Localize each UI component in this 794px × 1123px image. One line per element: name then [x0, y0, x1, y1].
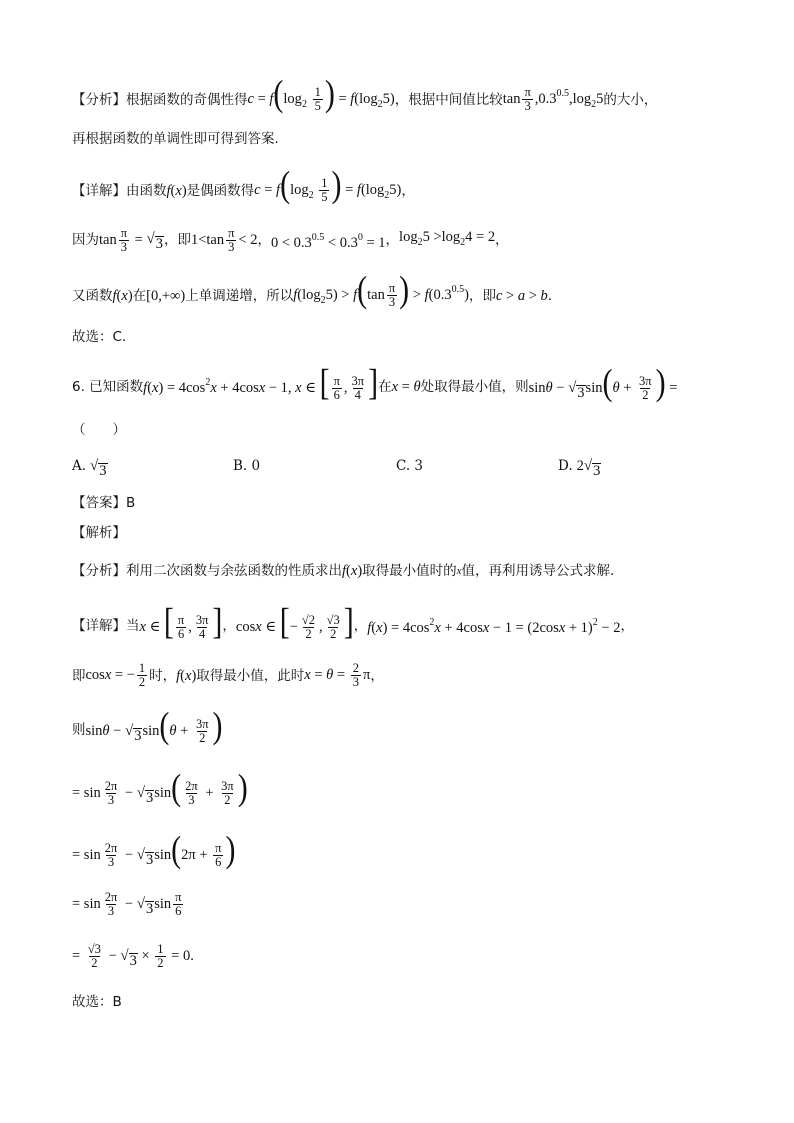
solution-step-1: 则 sinθ − √ 3 sin(θ + $\frac{3\pi}{2}$ ) — [72, 704, 223, 746]
math-expr: tan $\frac{\pi}{3}$ $,0.3^{0.5},\log_25$ — [502, 85, 604, 114]
section-label: 【详解】 — [72, 182, 126, 199]
option-c: C. 3 — [396, 458, 424, 474]
solution-detail-2: 即 cosx = − $\frac{1}{2}$ 时， f(x) 取得最小值，此时 x = θ = $\frac{2}{3}$ π ， — [72, 661, 384, 689]
question-paren: （ ） — [72, 422, 126, 438]
solution-detail-1: 【详解】 当 x ∈ [ $\frac{\pi}{6}$ , $\frac{3\pi}{4}$ ] ， cosx ∈ [− $\frac{√2}{2}$ , $\frac{√3}{2}$ ] ， $f(x) = 4\cos^2x + 4\cos x - 1 = (2\cos x + 1)^2 - 2$ ， — [72, 600, 634, 642]
option-a: A. √ 3 — [72, 458, 107, 479]
analysis-line-2: 再根据函数的单调性即可得到答案. — [72, 131, 279, 147]
question-6: 6. 已知函数 $f(x) = 4\cos^2x + 4\cos x - 1$, x ∈ [ $\frac{\pi}{6}$ , $\frac{3\pi}{4}$ ] 在 x = θ 处取得最小值，则 sinθ − √ 3 sin(θ + $\frac{3\pi}{2}$ ) = — [72, 361, 678, 403]
solution-step-2: = sin $\frac{2\pi}{3}$ − √ 3 sin( $\frac{2\pi}{3}$ + $\frac{3\pi}{2}$ ) — [72, 766, 248, 808]
math-expr: $c = f(\log_2$ $\frac{1}{5}$ ) = $f(\log_25)$ — [254, 163, 402, 205]
final-choice: 故选：B — [72, 994, 122, 1010]
choice-line: 故选：C. — [72, 329, 127, 345]
solution-step-4: = sin $\frac{2\pi}{3}$ − √ 3 sin $\frac{\pi}{6}$ — [72, 890, 182, 918]
option-b: B. 0 — [233, 458, 261, 474]
answer-line: 【答案】B — [72, 495, 136, 511]
detail-line-1: 【详解】 由函数 f(x) 是偶函数得 $c = f(\log_2$ $\frac{1}{5}$ ) = $f(\log_25)$ ， — [72, 173, 734, 208]
analysis-line-1: 【分析】 根据函数的奇偶性得 $c = f(\log_2$ $\frac{1}{5}$ ) = $f(\log_25)$ ，根据中间值比较 tan $\frac{\pi}{3}$ $,0.3^{0.5},\log_25$ 的大小， — [72, 82, 734, 117]
detail-line-3: 又函数 f(x) 在 [0,+∞) 上单调递增，所以 $f(\log_25) > f(\tan$ $\frac{\pi}{3}$ ) > $f(0.3^{0.5})$ ，即 c > a > b . — [72, 268, 553, 310]
analysis-heading: 【解析】 — [72, 525, 126, 541]
solution-step-3: = sin $\frac{2\pi}{3}$ − √ 3 sin(2π + $\frac{\pi}{6}$ ) — [72, 828, 236, 870]
section-label: 【分析】 — [72, 91, 126, 108]
solution-step-5: = $\frac{√3}{2}$ − √ 3 × $\frac{1}{2}$ = 0. — [72, 942, 194, 970]
option-d: D. 2 √ 3 — [558, 458, 601, 479]
math-expr: $c = f(\log_2$ $\frac{1}{5}$ ) = $f(\log_25)$ — [247, 72, 395, 114]
section-label: 【详解】 — [72, 617, 126, 634]
section-label: 【分析】 — [72, 563, 126, 579]
detail-line-2: 因为 tan $\frac{\pi}{3}$ = √ 3 ，即 1<tan $\frac{\pi}{3}$ < 2 ， $0 < 0.3^{0.5} < 0.3^0 = 1$ ， $\log_25 >\log_24 = 2$ ， — [72, 225, 509, 254]
solution-analysis: 【分析】 利用二次函数与余弦函数的性质求出 f(x) 取得最小值时的 x 值，再利用诱导公式求解. — [72, 559, 734, 583]
